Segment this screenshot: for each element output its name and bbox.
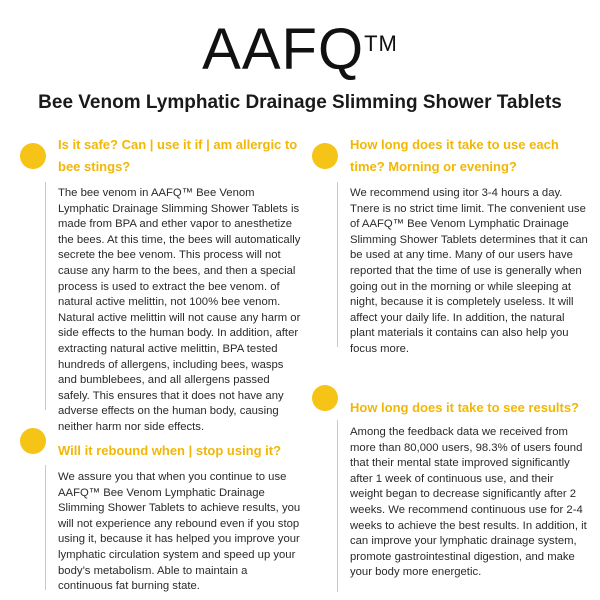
faq-question-rebound: Will it rebound when | stop using it? xyxy=(58,443,282,458)
divider-safe xyxy=(45,182,46,410)
faq-question-safe: Is it safe? Can | use it if | am allergic to bee stings? xyxy=(58,137,298,174)
brand-name: AAFQ xyxy=(202,17,365,82)
bullet-dot-usage xyxy=(312,143,338,169)
faq-question-usage: How long does it take to use each time? Morning or evening? xyxy=(350,137,559,174)
faq-answer-usage: We recommend using itor 3-4 hours a day. Tnere is no strict time limit. The convenient use of AAFQ™ Bee Venom Lymphatic Drainage Slimming Shower Tablets determines that it can be used at any time. Many of our users have reported that the time of use is generally when going out in the morning or while sleeping at night, because it is completely useless. It will affect your daily life. In addition, the natural plant materials it contains can also help you focus more. xyxy=(350,187,588,355)
divider-rebound xyxy=(45,465,46,590)
faq-question-results: How long does it take to see results? xyxy=(350,400,579,415)
divider-results xyxy=(337,420,338,592)
faq-answer-safe: The bee venom in AAFQ™ Bee Venom Lymphatic Drainage Slimming Shower Tablets is made from BPA and ether vapor to anesthetize the bees. At this time, the bees will automatically secrete the bee venom. This process will not cause any harm to the bees, and then a special process is used to extract the bee venom. of natural active melittin, not 100% bee venom. Natural active melittin will not cause any harm or side effects to the human body. In addition, after extracting natural active melittin, BPA tested hundreds of allergens, including bees, wasps and bumblebees, and all allergens passed safely. This ensures that it does not have any adverse effects on the human body, causing neither harm nor side effects. xyxy=(58,187,301,433)
brand-logo xyxy=(0,17,600,82)
divider-usage xyxy=(337,182,338,347)
bullet-dot-results xyxy=(312,385,338,411)
faq-answer-results: Among the feedback data we received from more than 80,000 users, 98.3% of users found that their mental state improved significantly after 1 week of continuous use, and their weight began to decrease significantly after 2 weeks. We recommend continuous use for 2-4 weeks to achieve the best results. In addition, it can improve your lymphatic drainage system, promote gastrointestinal digestion, and make your body more energetic. xyxy=(350,426,587,579)
bullet-dot-rebound xyxy=(20,428,46,454)
product-title: Bee Venom Lymphatic Drainage Slimming Shower Tablets xyxy=(38,92,562,113)
trademark-mark: TM xyxy=(364,31,398,56)
faq-answer-rebound: We assure you that when you continue to use AAFQ™ Bee Venom Lymphatic Drainage Slimming Shower Tablets to achieve results, you will not experience any rebound even if you stop using it, because it has helped you improve your lymphatic circulation system and speed up your body’s metabolism. Able to maintain a continuous fat burning state. xyxy=(58,471,301,593)
bullet-dot-safe xyxy=(20,143,46,169)
